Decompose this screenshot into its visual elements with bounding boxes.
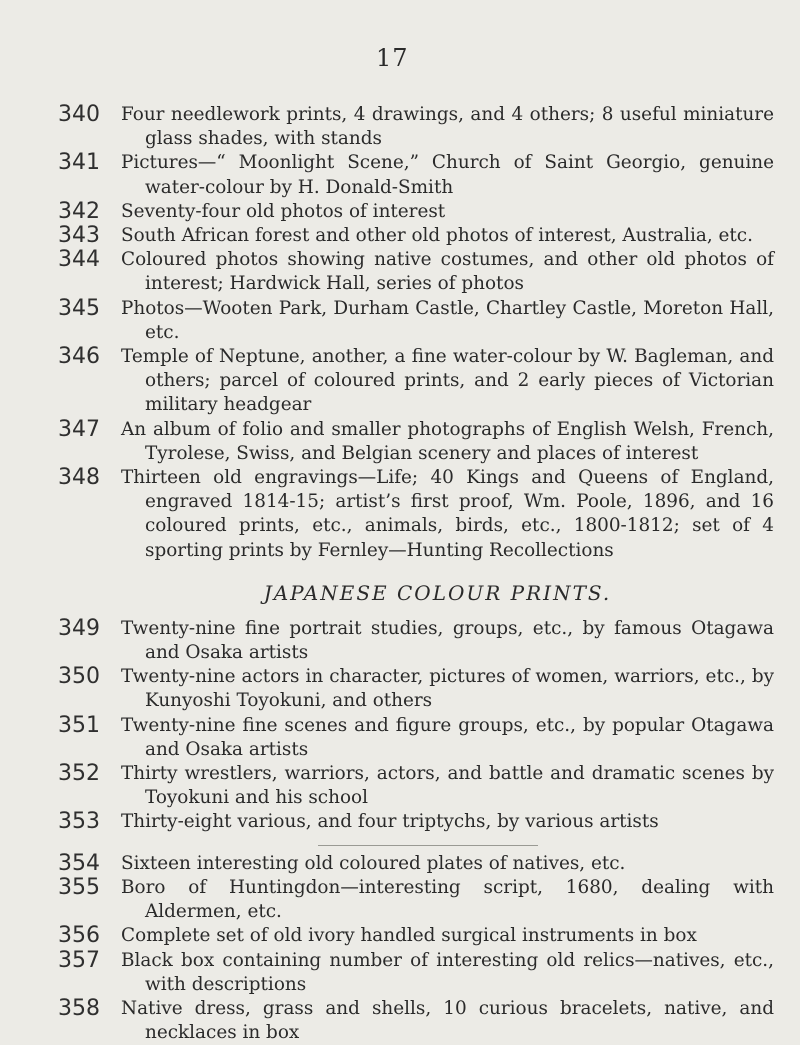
lot-entry — [58, 997, 774, 1045]
lot-entry — [58, 151, 774, 199]
lot-number: 341 — [58, 150, 100, 176]
lot-description: Black box containing number of interesting old relics—natives, etc., with descriptions — [121, 949, 774, 995]
lot-number: 356 — [58, 923, 100, 949]
lot-group-japanese-prints — [58, 617, 774, 835]
lot-entry — [58, 949, 774, 997]
section-heading: JAPANESE COLOUR PRINTS. — [263, 580, 612, 605]
lot-list — [58, 103, 774, 1045]
lot-description: Complete set of old ivory handled surgical instruments in box — [121, 925, 697, 947]
lot-number: 353 — [58, 809, 100, 835]
lot-number: 342 — [58, 198, 100, 224]
lot-description: Thirty wrestlers, warriors, actors, and battle and dramatic scenes by Toyokuni and his school — [121, 763, 774, 809]
lot-number: 355 — [58, 874, 100, 900]
lot-description: Native dress, grass and shells, 10 curious bracelets, native, and necklaces in box — [121, 997, 774, 1044]
lot-description: Temple of Neptune, another, a fine water-colour by W. Bagleman, and others; parcel of coloured prints, and 2 early pieces of Victorian military headgear — [121, 346, 774, 416]
lot-description: Four needlework prints, 4 drawings, and 4 others; 8 useful miniature glass shades, with stands — [121, 104, 774, 150]
lot-description: Twenty-nine actors in character, pictures of women, warriors, etc., by Kunyoshi Toyokuni, and others — [121, 666, 774, 712]
lot-entry — [58, 224, 774, 248]
lot-number: 346 — [58, 344, 100, 370]
lot-entry — [58, 924, 774, 948]
lot-entry — [58, 345, 774, 418]
lot-number: 350 — [58, 664, 100, 690]
lot-number: 352 — [58, 761, 100, 787]
lot-entry — [58, 103, 774, 151]
lot-description: Twenty-nine fine portrait studies, groups, etc., by famous Otagawa and Osaka artists — [121, 617, 774, 664]
lot-number: 349 — [58, 615, 100, 641]
lot-number: 358 — [58, 995, 100, 1021]
lot-entry — [58, 418, 774, 466]
lot-number: 357 — [58, 947, 100, 973]
lot-number: 340 — [58, 102, 100, 127]
lot-entry — [58, 852, 774, 876]
lot-description: An album of folio and smaller photographs of English Welsh, French, Tyrolese, Swiss, and Belgian scenery and places of interest — [121, 418, 774, 464]
lot-description: Boro of Huntingdon—interesting script, 1680, dealing with Aldermen, etc. — [121, 876, 774, 923]
lot-description: Photos—Wooten Park, Durham Castle, Chartley Castle, Moreton Hall, etc. — [121, 297, 774, 343]
lot-entry — [58, 810, 774, 834]
lot-entry — [58, 762, 774, 810]
lot-number: 347 — [58, 416, 100, 442]
divider-rule — [318, 845, 538, 846]
lot-description: Thirty-eight various, and four triptychs, by various artists — [121, 811, 659, 833]
lot-entry — [58, 297, 774, 345]
lot-number: 351 — [58, 712, 100, 738]
lot-number: 354 — [58, 850, 100, 876]
lot-entry — [58, 200, 774, 224]
lot-entry — [58, 466, 774, 563]
lot-group-miscellaneous — [58, 103, 774, 563]
lot-number: 343 — [58, 223, 100, 249]
lot-number: 345 — [58, 295, 100, 321]
lot-entry — [58, 714, 774, 762]
lot-description: Pictures—“ Moonlight Scene,” Church of Saint Georgio, genuine water-colour by H. Donald-Smith — [121, 152, 774, 198]
lot-group-curios — [58, 852, 774, 1045]
lot-number: 344 — [58, 247, 100, 273]
page-number: 17 — [376, 44, 409, 72]
lot-description: Sixteen interesting old coloured plates of natives, etc. — [121, 852, 626, 874]
lot-entry — [58, 617, 774, 665]
lot-description: Seventy-four old photos of interest — [121, 200, 446, 222]
lot-description: Coloured photos showing native costumes, and other old photos of interest; Hardwick Hall, series of photos — [121, 249, 774, 295]
lot-description: Twenty-nine fine scenes and figure groups, etc., by popular Otagawa and Osaka artists — [121, 714, 774, 760]
lot-entry — [58, 248, 774, 296]
lot-number: 348 — [58, 465, 100, 491]
lot-description: Thirteen old engravings—Life; 40 Kings and Queens of England, engraved 1814-15; artist’s first proof, Wm. Poole, 1896, and 16 coloured prints, etc., animals, birds, etc., 1800-1812; set of 4 sporting prints by Fernley—Hunting Recollections — [121, 467, 774, 561]
lot-entry — [58, 665, 774, 713]
lot-description: South African forest and other old photos of interest, Australia, etc. — [121, 225, 753, 247]
lot-entry — [58, 876, 774, 924]
